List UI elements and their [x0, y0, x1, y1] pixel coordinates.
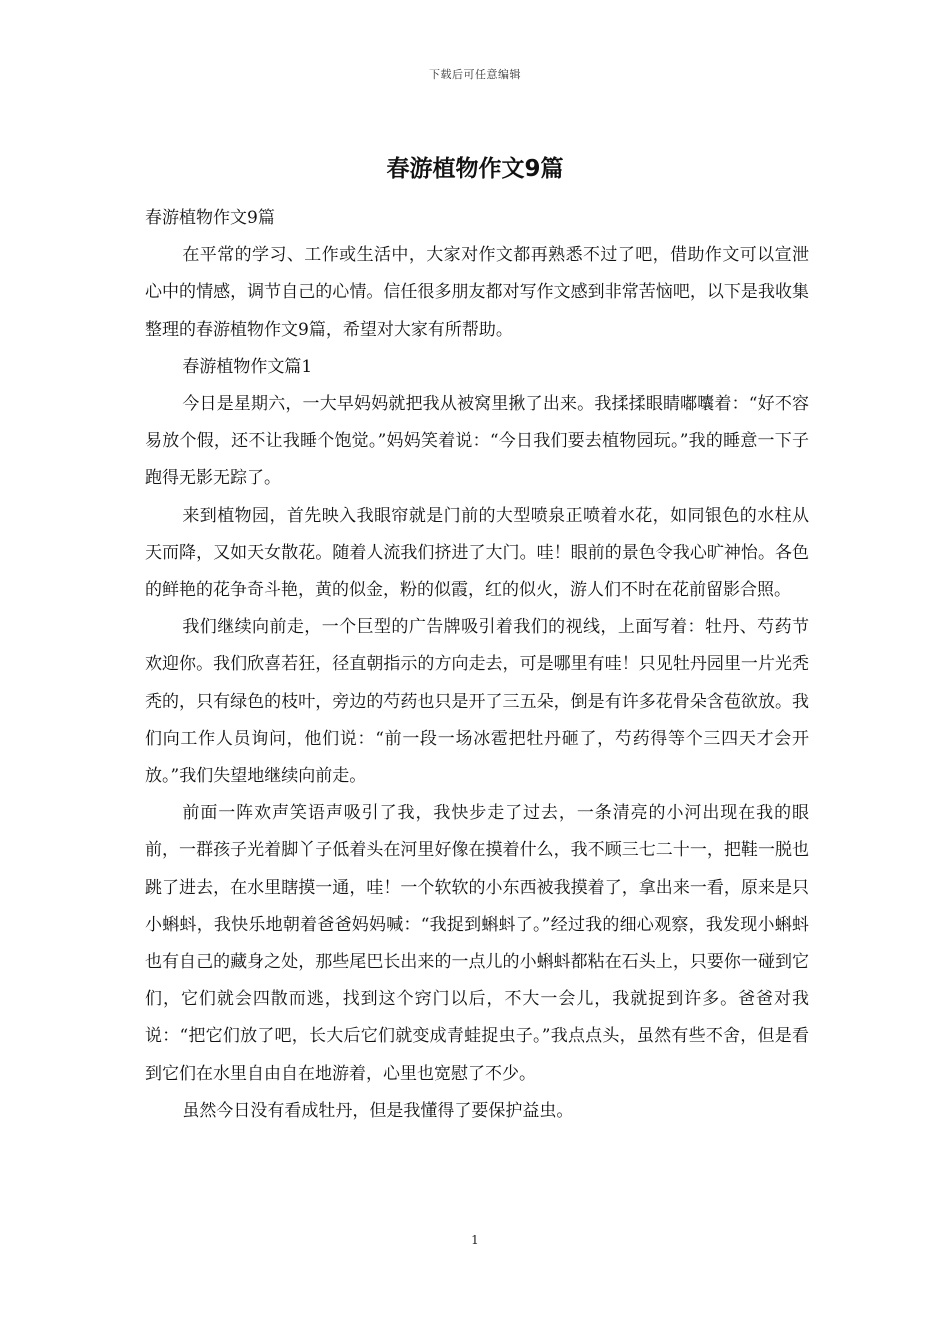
body-paragraph: 我们继续向前走，一个巨型的广告牌吸引着我们的视线，上面写着：牡丹、芍药节欢迎你。我们欣喜若狂，径直朝指示的方向走去，可是哪里有哇！只见牡丹园里一片光秃秃的，只有绿色的枝叶，旁边的芍药也只是开了三五朵，倒是有许多花骨朵含苞欲放。我们向工作人员询问，他们说：“前一段一场冰雹把牡丹砸了，芍药得等个三四天才会开放。”我们失望地继续向前走。 [145, 617, 809, 787]
intro-paragraph: 在平常的学习、工作或生活中，大家对作文都再熟悉不过了吧，借助作文可以宣泄心中的情感，调节自己的心情。信任很多朋友都对写作文感到非常苦恼吧，以下是我收集整理的春游植物作文9篇，希望对大家有所帮助。 [145, 245, 809, 340]
body-paragraph: 前面一阵欢声笑语声吸引了我，我快步走了过去，一条清亮的小河出现在我的眼前，一群孩子光着脚丫子低着头在河里好像在摸着什么，我不顾三七二十一，把鞋一脱也跳了进去，在水里瞎摸一通，哇！一个软软的小东西被我摸着了，拿出来一看，原来是只小蝌蚪，我快乐地朝着爸爸妈妈喊：“我捉到蝌蚪了。”经过我的细心观察，我发现小蝌蚪也有自己的藏身之处，那些尾巴长出来的一点儿的小蝌蚪都粘在石头上，只要你一碰到它们，它们就会四散而逃，找到这个窍门以后，不大一会儿，我就捉到许多。爸爸对我说：“把它们放了吧，长大后它们就变成青蛙捉虫子。”我点点头，虽然有些不舍，但是看到它们在水里自由自在地游着，心里也宽慰了不少。 [145, 803, 809, 1084]
section-heading: 春游植物作文篇1 [182, 356, 313, 377]
body-paragraph: 来到植物园，首先映入我眼帘就是门前的大型喷泉正喷着水花，如同银色的水柱从天而降，又如天女散花。随着人流我们挤进了大门。哇！眼前的景色令我心旷神怡。各色的鲜艳的花争奇斗艳，黄的似金，粉的似霞，红的似火，游人们不时在花前留影合照。 [145, 505, 809, 601]
document-body [145, 200, 809, 1130]
page-header: 下载后可任意编辑 [429, 68, 521, 81]
body-paragraph: 今日是星期六，一大早妈妈就把我从被窝里揪了出来。我揉揉眼睛嘟囔着：“好不容易放个假，还不让我睡个饱觉。”妈妈笑着说：“今日我们要去植物园玩。”我的睡意一下子跑得无影无踪了。 [145, 394, 809, 489]
page-number: 1 [471, 1233, 479, 1247]
document-title: 春游植物作文9篇 [386, 156, 564, 182]
subtitle-paragraph: 春游植物作文9篇 [145, 208, 275, 228]
body-paragraph: 虽然今日没有看成牡丹，但是我懂得了要保护益虫。 [182, 1100, 574, 1121]
